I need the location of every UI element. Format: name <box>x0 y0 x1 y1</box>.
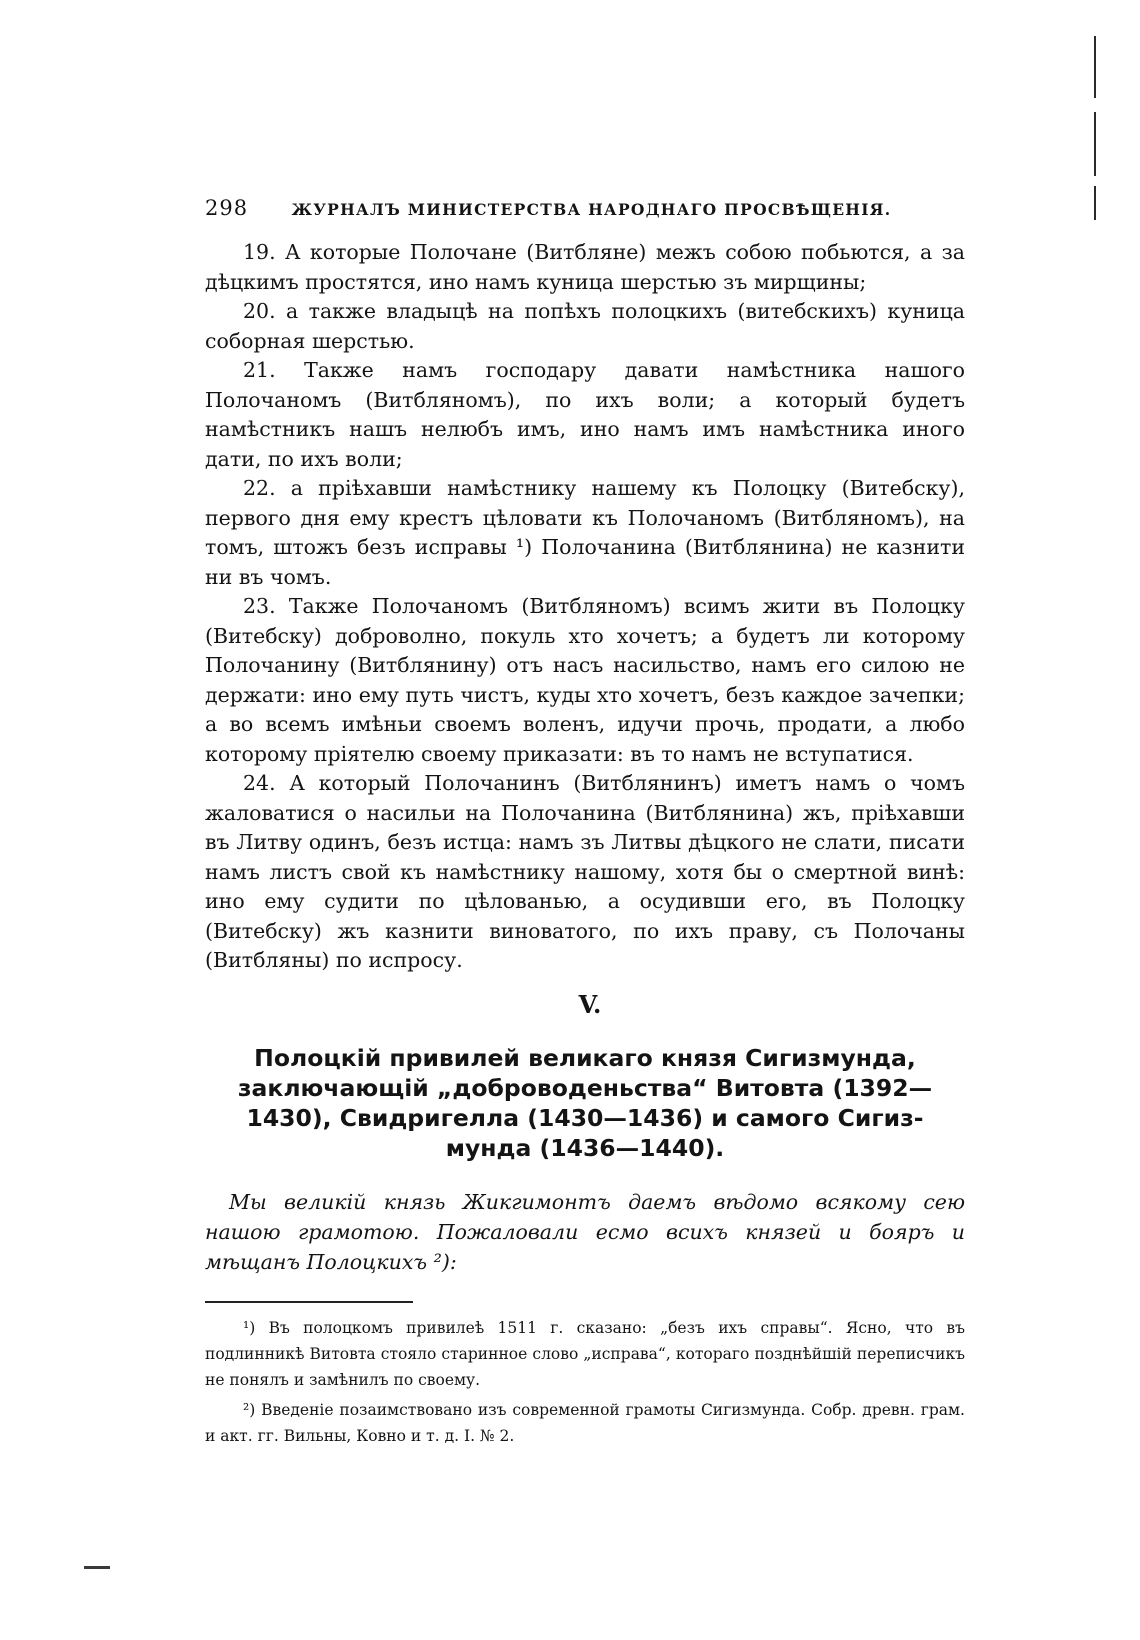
book-page <box>205 196 965 1453</box>
article-20: 20. а также владыцѣ на попѣхъ полоцкихъ (витебскихъ) куница соборная шерстью. <box>205 299 965 353</box>
article-21: 21. Также намъ господару давати намѣстника нашого Полочаномъ (Витбляномъ), по ихъ воли; а который будетъ намѣстникъ нашъ нелюбъ имъ, ино намъ имъ намѣстника иного дати, по ихъ воли; <box>205 358 965 471</box>
footnote-1: ¹) Въ полоцкомъ привилеѣ 1511 г. сказано: „безъ ихъ справы“. Ясно, что въ подлинникѣ Витовта стояло старинное слово „исправа“, котораго позднѣйшій переписчикъ не понялъ и замѣнилъ по своему. <box>205 1318 965 1389</box>
footnote-2: ²) Введеніе позаимствовано изъ современной грамоты Сигизмунда. Собр. древн. грам. и акт. гг. Вильны, Ковно и т. д. I. № 2. <box>205 1400 965 1445</box>
article-22: 22. а пріѣхавши намѣстнику нашему къ Полоцку (Витебску), первого дня ему крестъ цѣловати къ Полочаномъ (Витбляномъ), на томъ, штожъ безъ исправы ¹) Полочанина (Витблянина) не казнити ни въ чомъ. <box>205 476 965 589</box>
scan-edge-line <box>1094 36 1096 98</box>
page-header <box>205 196 965 220</box>
section-title-line: заключающій „доброводеньства“ Витовта (1392— <box>237 1073 933 1102</box>
section-numeral: V. <box>578 989 602 1019</box>
scan-edge-line <box>1094 186 1096 220</box>
article-19: 19. А которые Полочане (Витбляне) межъ собою побьются, а за дѣцкимъ простятся, ино намъ куница шерстью зъ мирщины; <box>205 240 965 294</box>
scan-edge-mark <box>84 1566 110 1569</box>
page-number: 298 <box>205 196 249 220</box>
running-head: ЖУРНАЛЪ МИНИСТЕРСТВА НАРОДНАГО ПРОСВѢЩЕНІЯ. <box>291 200 892 219</box>
section-title <box>205 1043 965 1163</box>
article-23: 23. Также Полочаномъ (Витбляномъ) всимъ жити въ Полоцку (Витебску) доброволно, покуль хто хочетъ; а будетъ ли которому Полочанину (Витблянину) отъ насъ насильство, намъ его силою не держати: ино ему путь чистъ, куды хто хочетъ, безъ каждое зачепки; а во всемъ имѣньи своемъ воленъ, идучи прочь, продати, а любо которому пріятелю своему приказати: въ то намъ не вступатися. <box>205 594 965 766</box>
section-title-line: мунда (1436—1440). <box>445 1133 725 1162</box>
section-title-line: 1430), Свидригелла (1430—1436) и самого Сигиз- <box>246 1103 924 1132</box>
scan-edge-line <box>1094 112 1096 176</box>
charter-intro: Мы великій князь Жикгимонтъ даемъ вѣдомо всякому сею нашою грамотою. Пожаловали есмо всихъ князей и бояръ и мѣщанъ Полоцкихъ ²): <box>205 1189 965 1274</box>
footnote-divider <box>205 1301 413 1303</box>
section-title-line: Полоцкій привилей великаго князя Сигизмунда, <box>254 1043 916 1072</box>
article-24: 24. А который Полочанинъ (Витблянинъ) иметъ намъ о чомъ жаловатися о насильи на Полочанина (Витблянина) жъ, пріѣхавши въ Литву одинъ, безъ истца: намъ зъ Литвы дѣцкого не слати, писати намъ листъ свой къ намѣстнику нашому, хотя бы о смертной винѣ: ино ему судити по цѣлованью, а осудивши его, въ Полоцку (Витебску) жъ казнити виноватого, по ихъ праву, съ Полочаны (Витбляны) по испросу. <box>205 771 965 972</box>
